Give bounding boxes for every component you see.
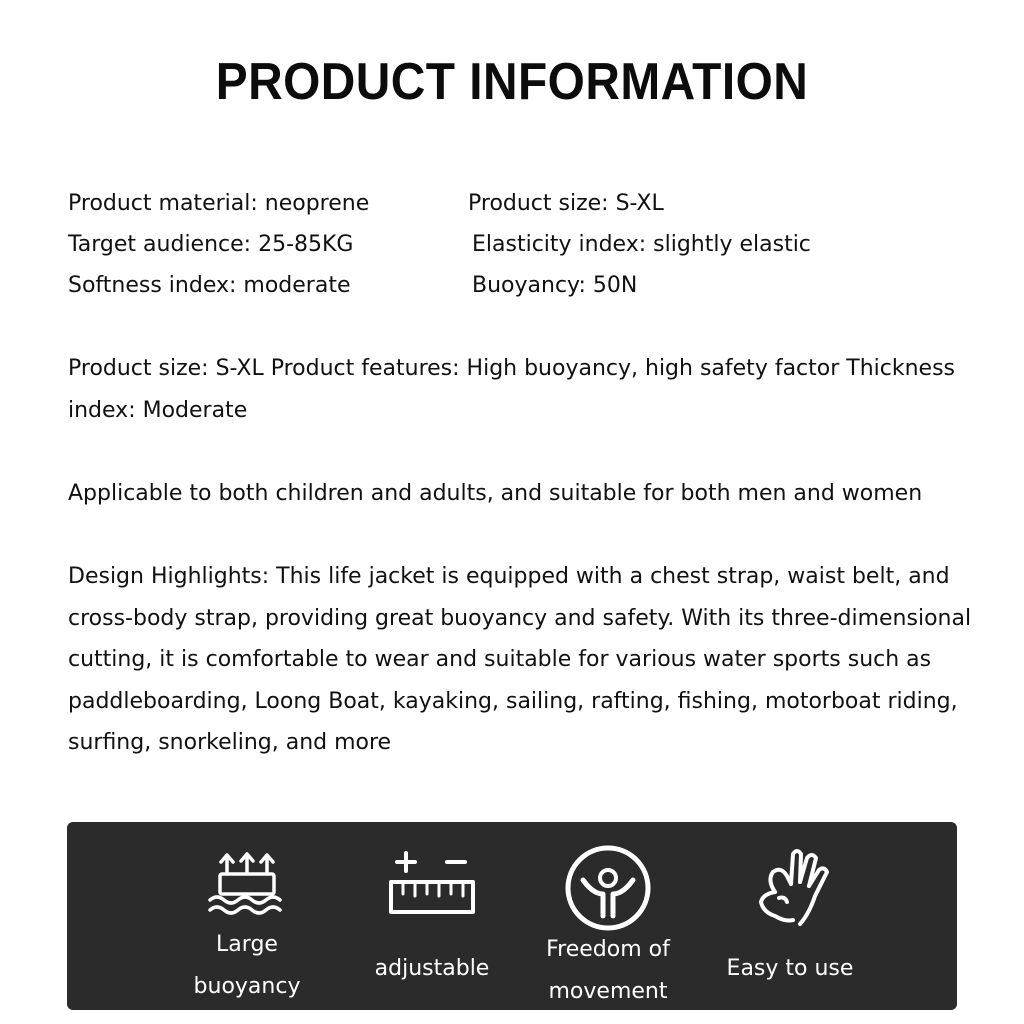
spec-target-audience: Target audience: 25-85KG [68,232,354,257]
feature-label: Large [216,932,278,957]
feature-label: movement [548,979,668,1004]
spec-material: Product material: neoprene [68,191,370,216]
feature-label: adjustable [374,956,490,981]
spec-list-right [468,183,811,306]
spec-softness: Softness index: moderate [68,273,351,298]
features-paragraph: Product size: S-XL Product features: High buoyancy, high safety factor Thickness index: Moderate [68,356,956,423]
feature-freedom-of-movement [523,822,693,1010]
spec-size: Product size: S-XL [468,191,664,216]
feature-large-buoyancy [162,822,332,1010]
design-highlights-paragraph: Design Highlights: This life jacket is equipped with a chest strap, waist belt, and cross-body strap, providing great buoyancy and safety. With its three-dimensional cutting, it is comfortable to wear and suitable for various water sports such as paddleboarding, Loong Boat, kayaking, sailing, rafting, fishing, motorboat riding, surfing, snorkeling, and more [68,564,972,755]
spec-elasticity: Elasticity index: slightly elastic [472,232,811,257]
feature-adjustable [347,822,517,1010]
feature-label: Easy to use [726,956,854,981]
ok-hand-icon [745,844,835,932]
feature-label: buoyancy [193,974,301,999]
person-circle-icon [563,844,653,932]
spec-buoyancy: Buoyancy: 50N [472,273,638,298]
adjustable-ruler-icon [387,844,477,924]
features-panel [67,822,957,1010]
audience-paragraph: Applicable to both children and adults, and suitable for both men and women [68,481,923,506]
feature-label: Freedom of [546,937,670,962]
buoyancy-icon [202,844,292,924]
spec-list-left [68,183,369,306]
feature-easy-to-use [705,822,875,1010]
page-title: PRODUCT INFORMATION [215,53,809,111]
